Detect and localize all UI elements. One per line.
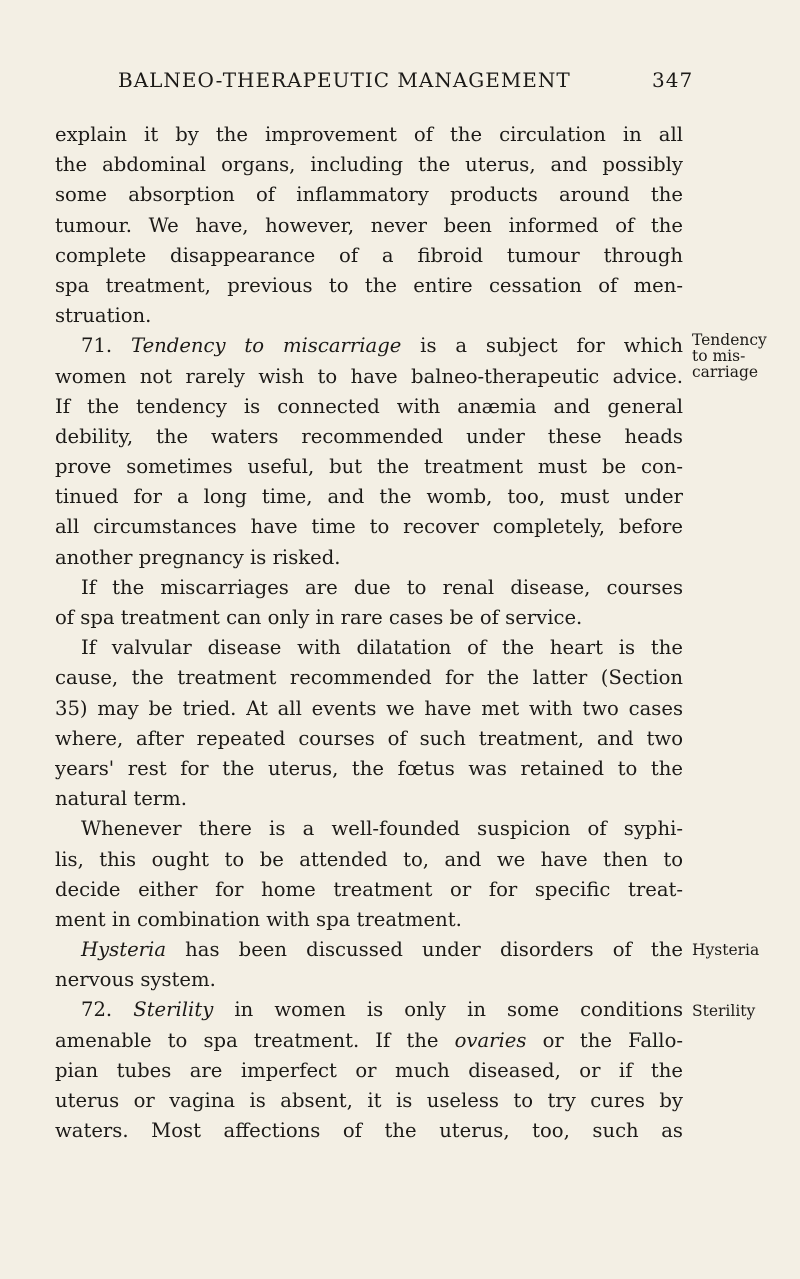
text-run: explain it by the improvement of the circulation in all (55, 123, 683, 146)
text-line (55, 845, 683, 875)
text-line (55, 150, 683, 180)
text-line (55, 663, 683, 693)
text-line (55, 1116, 683, 1146)
text-run: is a subject for which (401, 334, 683, 358)
text-run: complete disappearance of a fibroid tumour through (55, 243, 683, 267)
text-line (55, 1086, 683, 1116)
body-text (55, 120, 683, 1146)
text-run: nervous system. (55, 968, 216, 992)
text-line (55, 180, 683, 210)
text-run: Whenever there is a well-founded suspicion of syphi- (81, 817, 683, 841)
text-run: women not rarely wish to have balneo-therapeutic advice. (55, 364, 683, 388)
margin-note-line: Tendency (692, 331, 767, 350)
text-run: 72. (81, 998, 134, 1022)
page-number: 347 (652, 68, 694, 92)
text-run: has been discussed under disorders of the (166, 938, 683, 962)
running-head-title: BALNEO-THERAPEUTIC MANAGEMENT (118, 68, 571, 92)
text-line (55, 362, 683, 392)
margin-note-hysteria (692, 942, 759, 958)
text-line (55, 905, 683, 935)
text-line (55, 512, 683, 542)
text-run: struation. (55, 304, 152, 328)
text-line (55, 422, 683, 452)
italic-term: Hysteria (81, 938, 166, 962)
text-run: spa treatment, previous to the entire cessation of men- (55, 273, 683, 297)
text-run: amenable to spa treatment. If the (55, 1028, 455, 1052)
margin-note-line: Hysteria (692, 941, 760, 960)
text-line (55, 603, 683, 633)
text-run: cause, the treatment recommended for the latter (Section (55, 666, 683, 690)
text-run: another pregnancy is risked. (55, 545, 341, 569)
italic-term: Sterility (133, 998, 214, 1022)
text-line (55, 543, 683, 573)
margin-note-line: carriage (692, 363, 759, 382)
text-run: pian tubes are imperfect or much diseased, or if the (55, 1058, 683, 1082)
text-line (55, 965, 683, 995)
text-line (55, 331, 683, 361)
text-line (55, 241, 683, 271)
margin-note-line: to mis- (692, 347, 746, 366)
text-line (55, 724, 683, 754)
text-line (55, 814, 683, 844)
text-run: years' rest for the uterus, the fœtus was retained to the (55, 756, 683, 780)
text-run: tumour. We have, however, never been informed of the (55, 213, 683, 237)
text-line (55, 784, 683, 814)
text-run: of spa treatment can only in rare cases be of service. (55, 606, 583, 629)
text-run: all circumstances have time to recover completely, before (55, 515, 683, 539)
text-line (55, 392, 683, 422)
text-run: 71. (81, 334, 132, 358)
italic-term: ovaries (454, 1028, 527, 1052)
text-run: ment in combination with spa treatment. (55, 907, 462, 931)
text-line (55, 211, 683, 241)
text-line (55, 120, 683, 150)
text-run: If the miscarriages are due to renal disease, courses (81, 575, 683, 599)
text-run: where, after repeated courses of such treatment, and two (55, 726, 683, 750)
text-run: in women is only in some conditions (213, 998, 683, 1022)
text-line (55, 301, 683, 331)
text-line (55, 935, 683, 965)
text-run: 35) may be tried. At all events we have met with two cases (55, 696, 683, 720)
text-line (55, 1056, 683, 1086)
text-run: decide either for home treatment or for specific treat- (55, 877, 683, 901)
text-line (55, 271, 683, 301)
margin-note-sterility (692, 1003, 755, 1019)
text-run: or the Fallo- (526, 1028, 683, 1052)
text-run: lis, this ought to be attended to, and we have then to (55, 847, 683, 871)
italic-term: Tendency to miscarriage (131, 334, 402, 358)
margin-note-line: Sterility (692, 1001, 756, 1020)
text-line (55, 573, 683, 603)
text-run: the abdominal organs, including the uterus, and possibly (55, 153, 683, 177)
text-run: debility, the waters recommended under these heads (55, 424, 683, 448)
text-line (55, 875, 683, 905)
text-run: natural term. (55, 787, 187, 811)
text-line (55, 694, 683, 724)
text-line (55, 452, 683, 482)
margin-note-tendency (692, 332, 767, 380)
text-line (55, 995, 683, 1025)
text-run: tinued for a long time, and the womb, too, must under (55, 485, 683, 509)
text-run: waters. Most affections of the uterus, too, such as (55, 1119, 683, 1143)
text-line (55, 754, 683, 784)
text-run: prove sometimes useful, but the treatment must be con- (55, 455, 683, 479)
text-run: some absorption of inflammatory products around the (55, 183, 683, 207)
text-run: If valvular disease with dilatation of the heart is the (81, 636, 683, 660)
text-line (55, 482, 683, 512)
text-line (55, 1026, 683, 1056)
text-line (55, 633, 683, 663)
text-run: If the tendency is connected with anæmia and general (55, 394, 683, 418)
text-run: uterus or vagina is absent, it is useless to try cures by (55, 1089, 683, 1112)
